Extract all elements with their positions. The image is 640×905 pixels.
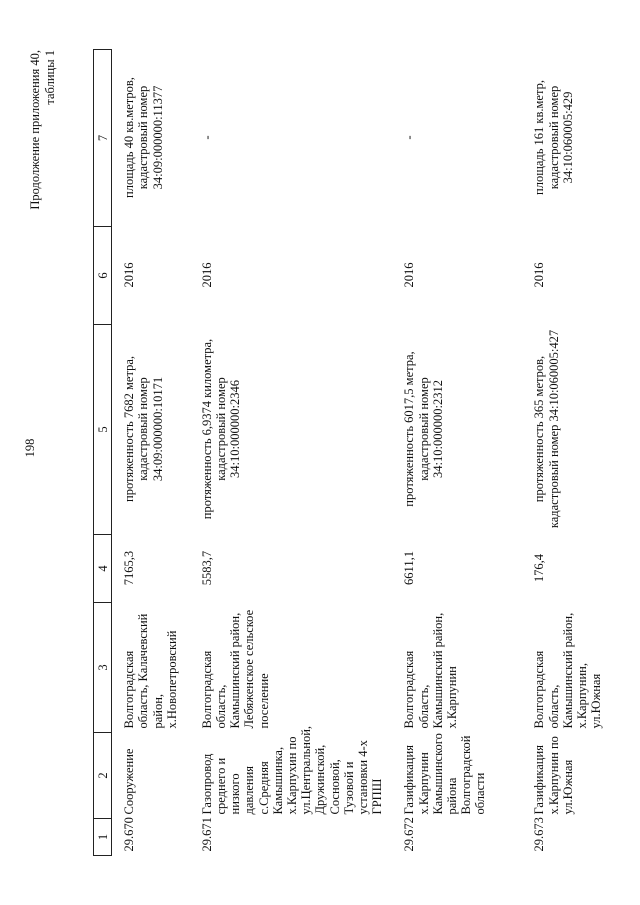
object-value: 7165,3 <box>122 550 137 586</box>
object-extra-info: - <box>402 135 417 140</box>
row-number: 29.670 <box>122 817 137 852</box>
row-number: 29.671 <box>199 817 214 852</box>
column-header: 6 <box>94 227 112 325</box>
object-address: Волгоградская область, Камышинский район, Лебяженское сельское поселение <box>199 609 271 729</box>
table-row <box>190 50 393 856</box>
column-header: 4 <box>94 535 112 603</box>
register-table <box>93 49 611 856</box>
object-extra-info: площадь 40 кв.метров, кадастровый номер 34:09:000000:11377 <box>122 77 165 198</box>
object-name: Газопровод среднего и низкого давления с.Средняя Камышинка, х.Карпухин по ул.Центральной, Дружинской, Сосновой, Тузовой и установки 4-х ГРПШ <box>199 725 385 815</box>
object-year: 2016 <box>402 262 417 288</box>
column-header: 3 <box>94 603 112 733</box>
table-caption: Продолжение приложения 40, таблицы 1 <box>28 50 57 210</box>
object-address: Волгоградская область, Камышинский район, х.Карпунин <box>402 612 459 729</box>
object-address: Волгоградская область, Калачевский район, х.Новопетровский <box>122 613 179 729</box>
page-number: 198 <box>23 438 37 458</box>
row-number: 29.672 <box>402 817 417 852</box>
table-header-row <box>94 50 112 856</box>
object-characteristics: протяженность 6,9374 километра, кадастровый номер 34:10:000000:2346 <box>199 338 243 520</box>
object-extra-info: - <box>199 135 214 140</box>
object-value: 176,4 <box>532 553 547 583</box>
object-address: Волгоградская область, Камышинский район, х.Карпунин, ул.Южная <box>532 612 604 729</box>
object-characteristics: протяженность 7682 метра, кадастровый номер 34:09:000000:10171 <box>122 356 165 502</box>
object-year: 2016 <box>122 262 137 288</box>
table-row <box>522 50 611 856</box>
row-number: 29.673 <box>532 817 547 852</box>
object-characteristics: протяженность 365 метров, кадастровый номер 34:10:060005:427 <box>532 329 561 529</box>
column-header: 5 <box>94 325 112 535</box>
column-header: 7 <box>94 50 112 227</box>
column-header: 2 <box>94 733 112 819</box>
object-name: Газификация х.Карпунин по ул.Южная <box>532 736 575 815</box>
column-header: 1 <box>94 819 112 856</box>
object-extra-info: площадь 161 кв.метр, кадастровый номер 34:10:060005:429 <box>532 80 575 195</box>
object-name: Сооружение <box>122 748 137 815</box>
object-value: 6611,1 <box>402 551 417 585</box>
table-row <box>112 50 190 856</box>
object-value: 5583,7 <box>199 550 214 586</box>
object-year: 2016 <box>199 262 214 288</box>
object-characteristics: протяженность 6017,5 метра, кадастровый номер 34:10:000000:2312 <box>402 351 445 507</box>
table-row <box>392 50 522 856</box>
object-year: 2016 <box>532 262 547 288</box>
object-name: Газификация х.Карпунин Камышинского района Волгоградской области <box>402 733 488 815</box>
